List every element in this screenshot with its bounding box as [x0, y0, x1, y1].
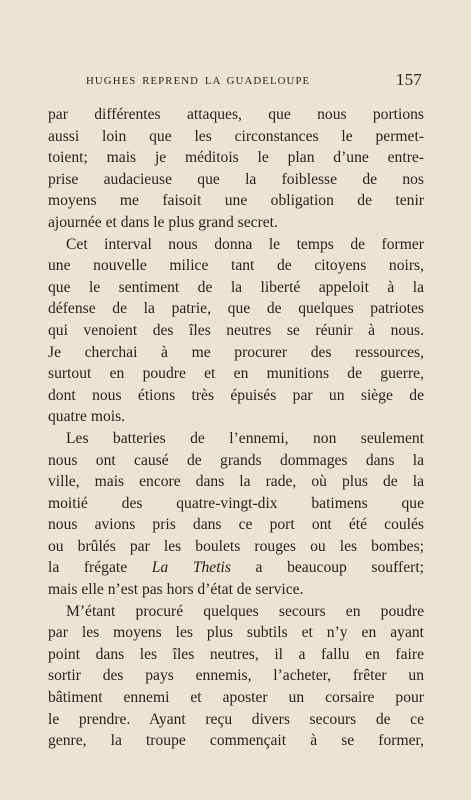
paragraph-1	[48, 104, 424, 234]
paragraph-2	[48, 234, 424, 428]
text-line: Les batteries de l’ennemi, non seulement	[66, 429, 424, 447]
running-title: HUGHES REPREND LA GUADELOUPE	[86, 75, 311, 87]
text-fragment: la frégate	[48, 559, 152, 577]
running-head	[48, 70, 424, 94]
text-line: quatre mois.	[48, 408, 126, 426]
text-line: M’étant procuré quelques secours en poudre	[66, 602, 424, 620]
paragraph-3	[48, 428, 424, 601]
text-line: Je cherchai à me procurer des ressources,	[48, 343, 424, 361]
text-line: ville, mais encore dans la rade, où plus de la	[48, 473, 424, 491]
text-line: défense de la patrie, que de quelques patriotes	[48, 300, 424, 318]
text-line: que le sentiment de la liberté appeloit à la	[48, 278, 424, 296]
text-line: par différentes attaques, que nous portions	[48, 106, 424, 123]
text-line: sortir des pays ennemis, l’acheter, frêter un	[48, 667, 424, 685]
text-line: point dans les îles neutres, il a fallu en faire	[48, 645, 424, 663]
text-line: le prendre. Ayant reçu divers secours de ce	[48, 710, 424, 728]
text-line: bâtiment ennemi et aposter un corsaire pour	[48, 689, 424, 707]
text-line: moyens me faisoit une obligation de tenir	[48, 192, 424, 210]
text-line: genre, la troupe commençait à se former,	[48, 732, 424, 750]
text-line: toient; mais je méditois le plan d’une entre-	[48, 149, 424, 167]
text-line: mais elle n’est pas hors d’état de service.	[48, 581, 304, 599]
page-number: 157	[395, 70, 422, 89]
text-line: aussi loin que les circonstances le permet-	[48, 127, 424, 145]
text-line: qui venoient des îles neutres se réunir à nous.	[48, 321, 424, 339]
ship-name-italic: La Thetis	[151, 559, 231, 577]
text-line: nous avions pris dans ce port ont été coulés	[48, 516, 424, 534]
text-line: par les moyens les plus subtils et n’y en ayant	[48, 624, 424, 642]
text-line: prise audacieuse que la foiblesse de nos	[48, 170, 424, 188]
paragraph-4	[48, 601, 424, 752]
text-line: nous ont causé de grands dommages dans la	[48, 451, 424, 469]
text-line: une nouvelle milice tant de citoyens noirs,	[48, 257, 424, 275]
text-line: surtout en poudre et en munitions de guerre,	[48, 365, 424, 383]
text-line: ajournée et dans le plus grand secret.	[48, 213, 278, 231]
text-line: Cet interval nous donna le temps de former	[66, 235, 424, 253]
text-line: ou brûlés par les boulets rouges ou les bombes;	[48, 537, 424, 555]
body-text	[48, 104, 424, 752]
text-line: dont nous étions très épuisés par un siège de	[48, 386, 424, 404]
text-fragment: a beaucoup souffert;	[230, 559, 424, 577]
text-line: moitié des quatre-vingt-dix batimens que	[48, 494, 424, 512]
text-line-with-italic	[48, 557, 424, 579]
